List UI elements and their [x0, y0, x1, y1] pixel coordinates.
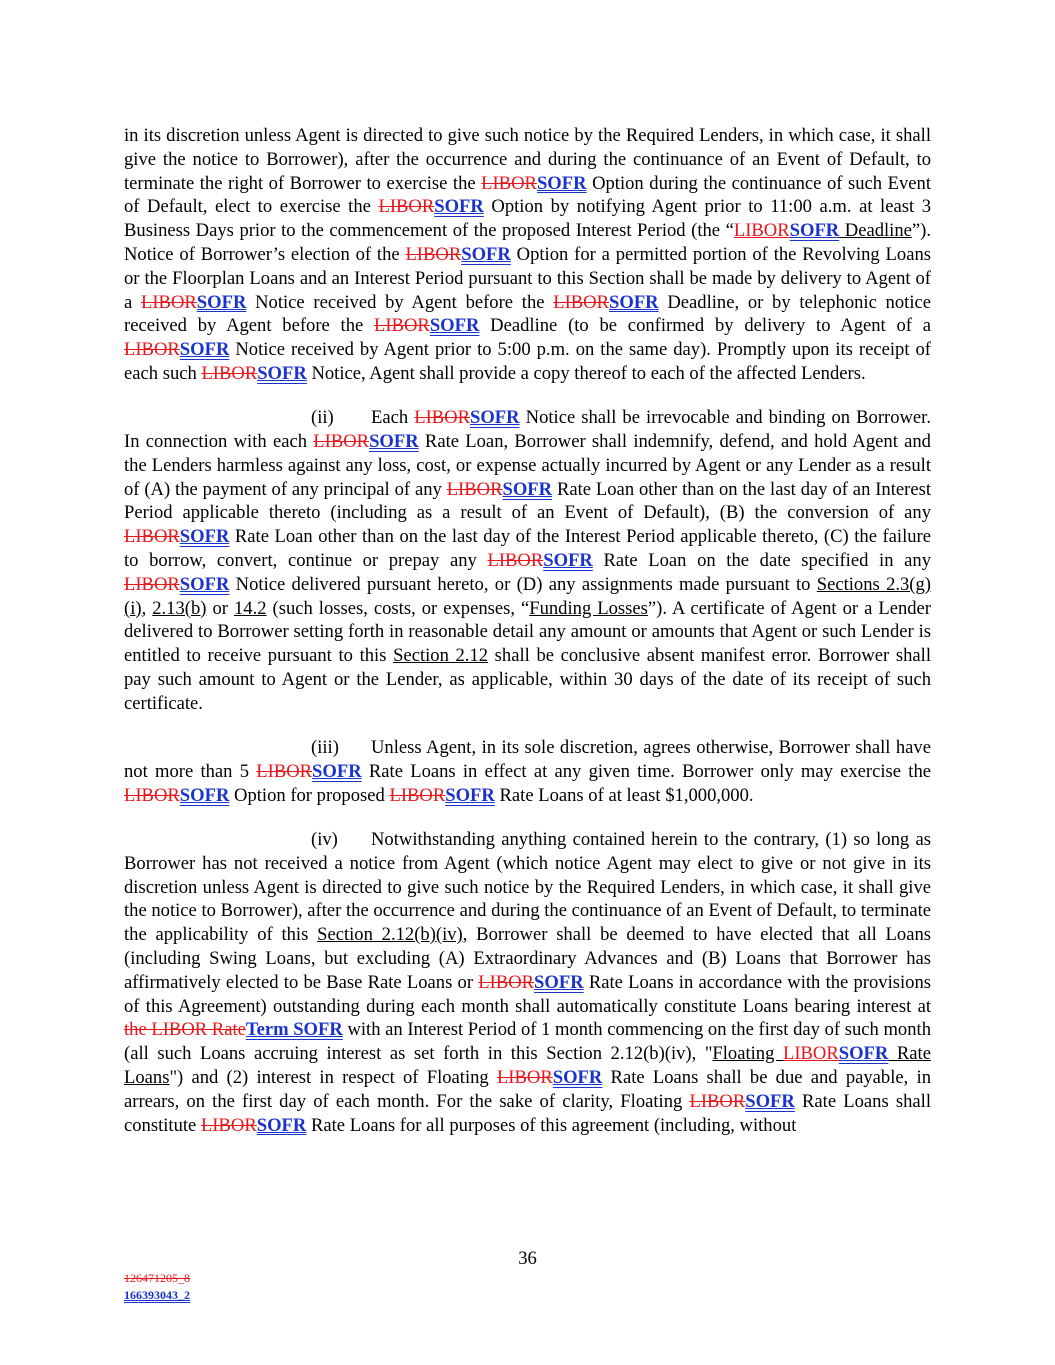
inserted-text: SOFR: [534, 971, 584, 993]
text-run: Deadline (to be confirmed by delivery to Agent of a: [479, 315, 931, 337]
inserted-text: SOFR: [434, 196, 484, 218]
deleted-text: LIBOR: [378, 196, 435, 218]
text-run: Rate Loans of at least $1,000,000.: [494, 784, 754, 806]
text-run: Floating: [712, 1043, 783, 1065]
text-run: Rate Loans: [124, 1043, 931, 1088]
text-run: ”). Notice of Borrower’s election of the: [124, 220, 931, 265]
text-run: in its discretion unless Agent is directed to give such notice by the Required Lenders, in which case, it shall give the notice to Borrower), after the occurrence and during the continuance of an Event of Default, to terminate the right of Borrower to exercise the: [124, 125, 931, 194]
inserted-text: SOFR: [312, 760, 362, 782]
inserted-text: SOFR: [179, 784, 230, 806]
text-run: Notwithstanding anything contained herein to the contrary, (1) so long as Borrower has not received a notice from Agent (which notice Agent may elect to give or not give in its discretion unless Agent is directed to give such notice by the Required Lenders, in which case, it shall give the notice to Borrower), after the occurrence and during the continuance of an Event of Default, to terminate the applicability of this: [124, 829, 931, 946]
text-run: ”). A certificate of Agent or a Lender delivered to Borrower setting forth in reasonable detail any amount or amounts that Agent or such Lender is entitled to receive pursuant to this: [124, 597, 931, 667]
inserted-text: SOFR: [256, 1114, 307, 1136]
deleted-text: LIBOR: [733, 220, 790, 242]
section-ref: 2.13(b): [152, 597, 207, 619]
deleted-text: the LIBOR Rate: [124, 1019, 246, 1041]
text-run: Rate Loans shall be due and payable, in arrears, on the first day of each month. For the sake of clarity, Floating: [124, 1066, 931, 1112]
inserted-text: SOFR: [838, 1043, 889, 1065]
text-run: Notice received by Agent prior to 5:00 p.m. on the same day). Promptly upon its receipt of each such: [124, 339, 931, 384]
text-run: Rate Loans in effect at any given time. Borrower only may exercise the: [361, 760, 931, 782]
deleted-text: LIBOR: [481, 172, 537, 194]
inserted-text: SOFR: [196, 291, 247, 313]
deleted-text: LIBOR: [689, 1090, 746, 1112]
inserted-text: SOFR: [552, 1066, 603, 1088]
section-ref: 14.2: [233, 597, 267, 619]
inserted-text: SOFR: [461, 243, 511, 265]
text-run: , Borrower shall be deemed to have elected that all Loans (including Swing Loans, but excluding (A) Extraordinary Advances and (B) Loans that Borrower has affirmatively elected to be Base Rate Loans or: [124, 924, 931, 993]
text-run: Notice, Agent shall provide a copy thereof to each of the affected Lenders.: [306, 362, 866, 384]
deleted-text: LIBOR: [256, 760, 313, 782]
text-run: Unless Agent, in its sole discretion, agrees otherwise, Borrower shall have not more than 5: [124, 737, 931, 782]
deleted-text: LIBOR: [201, 362, 258, 384]
text-run: shall be conclusive absent manifest error. Borrower shall pay such amount to Agent or the Lender, as applicable, within 30 days of the date of its receipt of such certificate.: [124, 645, 931, 714]
inserted-text: SOFR: [369, 431, 419, 453]
text-run: (such losses, costs, or expenses, “: [266, 597, 530, 619]
deleted-text: LIBOR: [487, 550, 544, 572]
text-run: Option by notifying Agent prior to 11:00 a.m. at least 3 Business Days prior to the commencement of the proposed Interest Period (the “: [124, 196, 931, 242]
new-document-id: 166393043_2: [124, 1288, 190, 1302]
document-body: [124, 124, 931, 1137]
inserted-text: SOFR: [543, 550, 593, 572]
paragraph-iii: [124, 736, 931, 807]
text-run: Option for proposed: [229, 784, 390, 806]
inserted-text: Term SOFR: [245, 1019, 343, 1041]
deleted-text: LIBOR: [124, 573, 180, 595]
deleted-text: LIBOR: [496, 1066, 553, 1088]
deleted-text: LIBOR: [446, 478, 503, 500]
text-run: Notice shall be irrevocable and binding on Borrower. In connection with each: [124, 407, 931, 453]
text-run: Each: [371, 407, 415, 429]
inserted-text: SOFR: [445, 784, 495, 806]
text-run: ") and (2) interest in respect of Floating: [169, 1066, 497, 1088]
text-run: Rate Loan on the date specified in any: [592, 550, 931, 572]
text-run: Rate Loan, Borrower shall indemnify, defend, and hold Agent and the Lenders harmless against any loss, cost, or expense actually incurred by Agent or any Lender as a result of (A) the payment of any principal of any: [124, 431, 931, 500]
text-run: Notice received by Agent before the: [246, 291, 554, 313]
paragraph-ii: [124, 406, 931, 715]
deleted-text: LIBOR: [389, 784, 446, 806]
inserted-text: SOFR: [179, 573, 230, 595]
section-ref: Section 2.12(b)(iv): [317, 924, 463, 946]
section-ref: Section 2.12: [393, 645, 489, 667]
clause-number: (ii): [311, 407, 334, 429]
deleted-text: LIBOR: [124, 784, 180, 806]
deleted-text: LIBOR: [124, 339, 180, 361]
defined-term: Funding Losses: [529, 597, 648, 619]
deleted-text: LIBOR: [478, 971, 535, 993]
text-run: Rate Loan other than on the last day of the Interest Period applicable thereto, (C) the failure to borrow, convert, continue or prepay any: [124, 526, 931, 572]
inserted-text: SOFR: [502, 478, 553, 500]
text-run: Deadline: [839, 220, 912, 242]
text-run: Deadline, or by telephonic notice received by Agent before the: [124, 291, 931, 337]
paragraph-continuation: [124, 124, 931, 386]
deleted-text: LIBOR: [553, 291, 610, 313]
text-run: Option during the continuance of such Event of Default, elect to exercise the: [124, 172, 931, 218]
deleted-text: LIBOR: [200, 1114, 257, 1136]
text-run: ,: [141, 597, 153, 619]
deleted-text: LIBOR: [414, 407, 470, 429]
text-run: Notice delivered pursuant hereto, or (D) any assignments made pursuant to: [229, 573, 817, 595]
deleted-text: LIBOR: [124, 526, 180, 548]
inserted-text: SOFR: [789, 220, 840, 242]
page-number: 36: [518, 1248, 537, 1269]
inserted-text: SOFR: [745, 1090, 795, 1112]
inserted-text: SOFR: [257, 362, 307, 384]
deleted-text: LIBOR: [405, 243, 462, 265]
inserted-text: SOFR: [429, 315, 480, 337]
inserted-text: SOFR: [609, 291, 659, 313]
clause-number: (iii): [311, 737, 339, 759]
paragraph-iv: [124, 828, 931, 1137]
text-run: with an Interest Period of 1 month commencing on the first day of such month (all such Loans accruing interest as set forth in this Section 2.12(b)(iv), ": [124, 1019, 931, 1065]
inserted-text: SOFR: [536, 172, 587, 194]
clause-number: (iv): [311, 829, 338, 851]
deleted-text: LIBOR: [141, 291, 197, 313]
section-ref: Sections 2.3(g)(i): [124, 573, 931, 619]
text-run: Rate Loans in accordance with the provisions of this Agreement) outstanding during each month shall automatically constitute Loans bearing interest at: [124, 971, 931, 1017]
deleted-text: LIBOR: [313, 431, 370, 453]
text-run: Rate Loans shall constitute: [124, 1090, 931, 1136]
inserted-text: SOFR: [470, 407, 520, 429]
text-run: Rate Loan other than on the last day of an Interest Period applicable thereto (including as a result of an Event of Default), (B) the conversion of any: [124, 478, 931, 524]
text-run: or: [206, 597, 234, 619]
deleted-text: LIBOR: [782, 1043, 839, 1065]
inserted-text: SOFR: [179, 526, 230, 548]
old-document-id: 126471205_8: [124, 1271, 190, 1285]
text-run: Rate Loans for all purposes of this agreement (including, without: [306, 1114, 797, 1136]
inserted-text: SOFR: [179, 339, 230, 361]
text-run: Option for a permitted portion of the Revolving Loans or the Floorplan Loans and an Interest Period pursuant to this Section shall be made by delivery to Agent of a: [124, 243, 931, 313]
deleted-text: LIBOR: [374, 315, 430, 337]
